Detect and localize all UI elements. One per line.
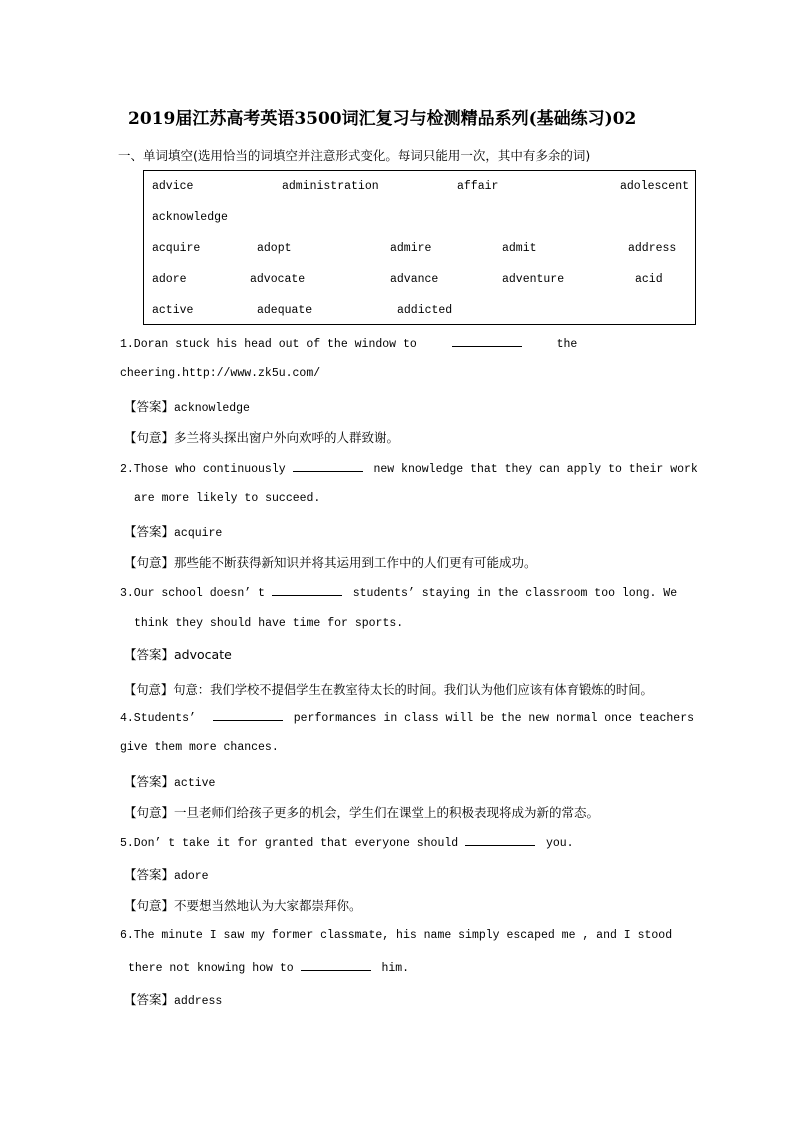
word-bank-box [143,170,696,325]
word-bank-item: administration [282,180,379,193]
word-bank-item: adventure [502,273,565,286]
word-bank-item: admit [502,242,537,255]
answer-row [124,772,215,791]
answer-blank [452,336,522,347]
meaning-row [124,803,599,821]
question-text: 4.Students’ [120,712,196,725]
word-bank-item: adore [152,273,187,286]
answer-blank [465,835,535,846]
meaning-value: 不要想当然地认为大家都崇拜你。 [174,898,362,913]
question-3-line-2: think they should have time for sports. [134,617,404,630]
document-title: 2019届江苏高考英语3500词汇复习与检测精品系列(基础练习)02 [128,109,637,129]
answer-label: 【答案】 [124,399,175,414]
answer-value: acknowledge [174,402,250,415]
word-bank-item: adolescent [620,180,690,193]
answer-row [124,865,209,884]
meaning-label: 【句意】 [124,683,174,697]
question-2-line-1 [120,461,698,476]
word-bank-item: advice [152,180,194,193]
question-text: there not knowing how to [128,962,294,975]
answer-blank [272,585,342,596]
section-instruction: 一、单词填空(选用恰当的词填空并注意形式变化。每词只能用一次，其中有多余的词) [118,148,591,163]
answer-value: address [174,995,223,1008]
answer-row [124,397,250,416]
meaning-value: 一旦老师们给孩子更多的机会，学生们在课堂上的积极表现将成为新的常态。 [174,805,600,820]
meaning-label: 【句意】 [124,898,175,913]
answer-value: advocate [174,647,232,662]
word-bank-item: acid [635,273,663,286]
question-6-line-1: 6.The minute I saw my former classmate, his name simply escaped me , and I stood [120,929,673,942]
answer-blank [213,710,283,721]
question-5-line-1 [120,835,574,850]
word-bank-item: advance [390,273,439,286]
answer-row [124,522,222,541]
meaning-label: 【句意】 [124,555,175,570]
question-text: 3.Our school doesn’ t [120,587,265,600]
meaning-value: 那些能不断获得新知识并将其运用到工作中的人们更有可能成功。 [174,555,537,570]
answer-label: 【答案】 [124,992,175,1007]
answer-value: active [174,777,216,790]
question-3-line-1 [120,585,677,600]
answer-value: acquire [174,527,223,540]
question-text: students’ staying in the classroom too long. We [352,587,678,600]
meaning-label: 【句意】 [124,430,175,445]
word-bank-item: adopt [257,242,292,255]
meaning-row [124,896,362,914]
word-bank-item: admire [390,242,432,255]
question-2-line-2: are more likely to succeed. [134,492,321,505]
answer-row [124,645,232,664]
question-text: 1.Doran stuck his head out of the window to [120,338,417,351]
word-bank-item: acknowledge [152,211,228,224]
answer-blank [301,960,371,971]
question-text: the [556,338,578,351]
question-4-line-1 [120,710,694,725]
answer-label: 【答案】 [124,647,175,662]
meaning-label: 【句意】 [124,805,175,820]
question-1-line-2: cheering.http://www.zk5u.com/ [120,367,321,380]
answer-blank [293,461,363,472]
meaning-value: 句意：我们学校不提倡学生在教室待太长的时间。我们认为他们应该有体育锻炼的时间。 [173,683,653,697]
word-bank-item: active [152,304,194,317]
answer-value: adore [174,870,209,883]
question-text: performances in class will be the new normal once teachers [293,712,694,725]
answer-label: 【答案】 [124,867,175,882]
word-bank-item: advocate [250,273,306,286]
answer-label: 【答案】 [124,524,175,539]
word-bank-item: address [628,242,677,255]
word-bank-item: adequate [257,304,313,317]
question-6-line-2 [128,960,409,975]
answer-row [124,990,222,1009]
question-text: 2.Those who continuously [120,463,286,476]
answer-label: 【答案】 [124,774,175,789]
question-4-line-2: give them more chances. [120,741,279,754]
question-text: him. [381,962,410,975]
question-text: 5.Don’ t take it for granted that everyone should [120,837,459,850]
word-bank-item: affair [457,180,499,193]
word-bank-item: acquire [152,242,201,255]
word-bank-item: addicted [397,304,453,317]
question-text: you. [545,837,574,850]
question-text: new knowledge that they can apply to their work [373,463,698,476]
meaning-row [124,553,537,571]
meaning-value: 多兰将头探出窗户外向欢呼的人群致谢。 [174,430,400,445]
question-1-line-1 [120,336,577,351]
meaning-row [124,428,399,446]
meaning-row [124,680,653,698]
